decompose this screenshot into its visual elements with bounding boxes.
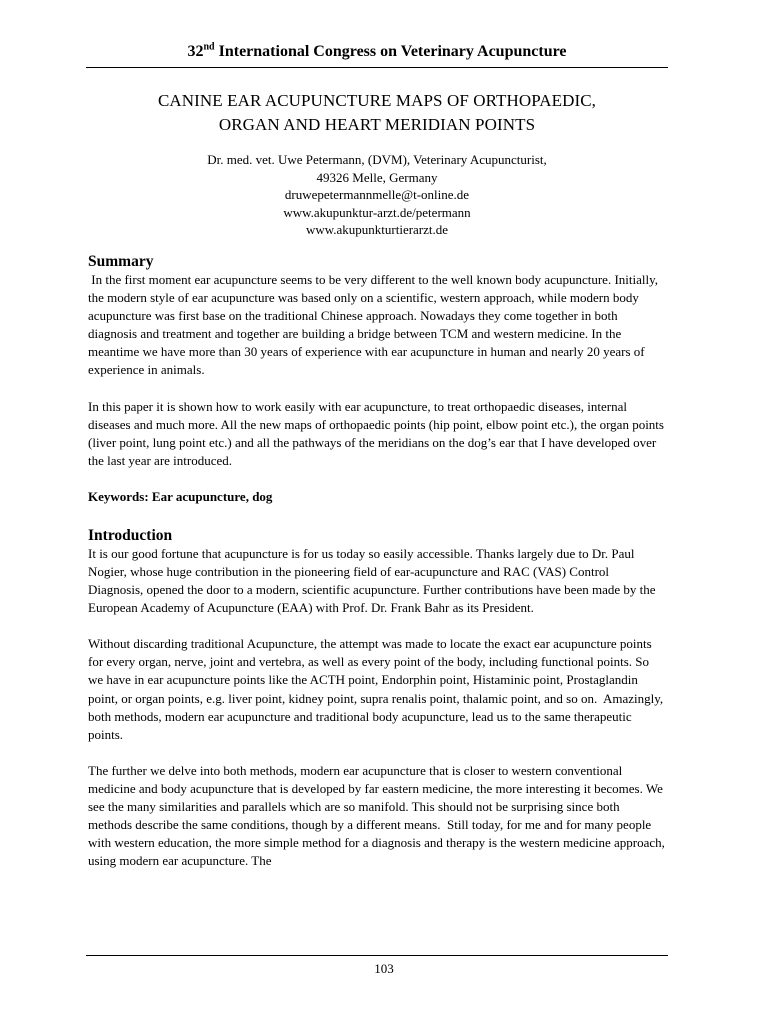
- paragraph-gap: [88, 617, 666, 635]
- author-email: druwepetermannmelle@t-online.de: [284, 187, 470, 203]
- author-block: [88, 151, 666, 239]
- introduction-heading: Introduction: [88, 526, 173, 544]
- author-address: 49326 Melle, Germany: [316, 169, 438, 185]
- page-number: 103: [374, 961, 394, 976]
- summary-paragraph-2: In this paper it is shown how to work easily with ear acupuncture, to treat orthopaedic diseases, internal diseases and much more. All the new maps of orthopaedic points (hip point, elbow point etc.), the organ points (liver point, lung point etc.) and all the pathways of the meridians on the dog’s ear that I have developed over the last year are introduced.: [88, 398, 664, 468]
- author-website-2: www.akupunkturtierarzt.de: [305, 222, 449, 238]
- keywords-line: Keywords: Ear acupuncture, dog: [88, 488, 273, 504]
- ordinal-suffix: nd: [203, 41, 215, 53]
- congress-name: International Congress on Veterinary Acupuncture: [214, 43, 567, 60]
- author-website-1: www.akupunktur-arzt.de/petermann: [283, 204, 471, 220]
- summary-heading: Summary: [88, 252, 154, 270]
- author-name: Dr. med. vet. Uwe Petermann, (DVM), Veterinary Acupuncturist,: [207, 152, 547, 167]
- paragraph-gap: [88, 380, 666, 398]
- introduction-paragraph-1: It is our good fortune that acupuncture is for us today so easily accessible. Thanks largely due to Dr. Paul Nogier, whose huge contribution in the pioneering field of ear-acupuncture and RAC (VAS) Control Diagnosis, opened the door to a modern, scientific acupuncture. Further contributions have been made by the European Academy of Acupuncture (EAA) with Prof. Dr. Frank Bahr as its President.: [88, 545, 656, 616]
- introduction-paragraph-3: The further we delve into both methods, modern ear acupuncture that is closer to western conventional medicine and body acupuncture that is developed by far eastern medicine, the more interesting it becomes. We see the many similarities and parallels which are so manifold. This should not be surprising since both methods describe the same conditions, though by a different means. Still today, for me and for many people with western education, the more simple method for a diagnosis and therapy is the western medicine approach, using modern ear acupuncture. The: [88, 762, 669, 869]
- running-header: [86, 42, 668, 68]
- paragraph-gap: [88, 744, 666, 762]
- paper-title: [88, 89, 666, 137]
- page-body: [88, 41, 669, 870]
- congress-number: 32: [187, 43, 204, 60]
- footer-rule: [86, 955, 668, 956]
- summary-paragraph-1: In the first moment ear acupuncture seems to be very different to the well known body acupuncture. Initially, the modern style of ear acupuncture was based only on a scientific, western approach, while modern body acupuncture was first base on the traditional Chinese approach. Nowadays they come together in both diagnosis and treatment and together are building a bridge between TCM and western medicine. In the meantime we have more than 30 years of experience with ear acupuncture in human and nearly 20 years of experience in animals.: [88, 271, 662, 378]
- introduction-paragraph-2: Without discarding traditional Acupuncture, the attempt was made to locate the exact ear acupuncture points for every organ, nerve, joint and vertebra, as well as every point of the body, including functional points. So we have in ear acupuncture points like the ACTH point, Endorphin point, Histaminic point, Prostaglandin point, or organ points, e.g. liver point, kidney point, supra renalis point, thalamic point, and so on. Amazingly, both methods, modern ear acupuncture and traditional body acupuncture, lead us to the same therapeutic points.: [88, 636, 667, 742]
- paper-title-line-2: ORGAN AND HEART MERIDIAN POINTS: [218, 115, 536, 134]
- paper-title-line-1: CANINE EAR ACUPUNCTURE MAPS OF ORTHOPAEDIC,: [157, 91, 597, 110]
